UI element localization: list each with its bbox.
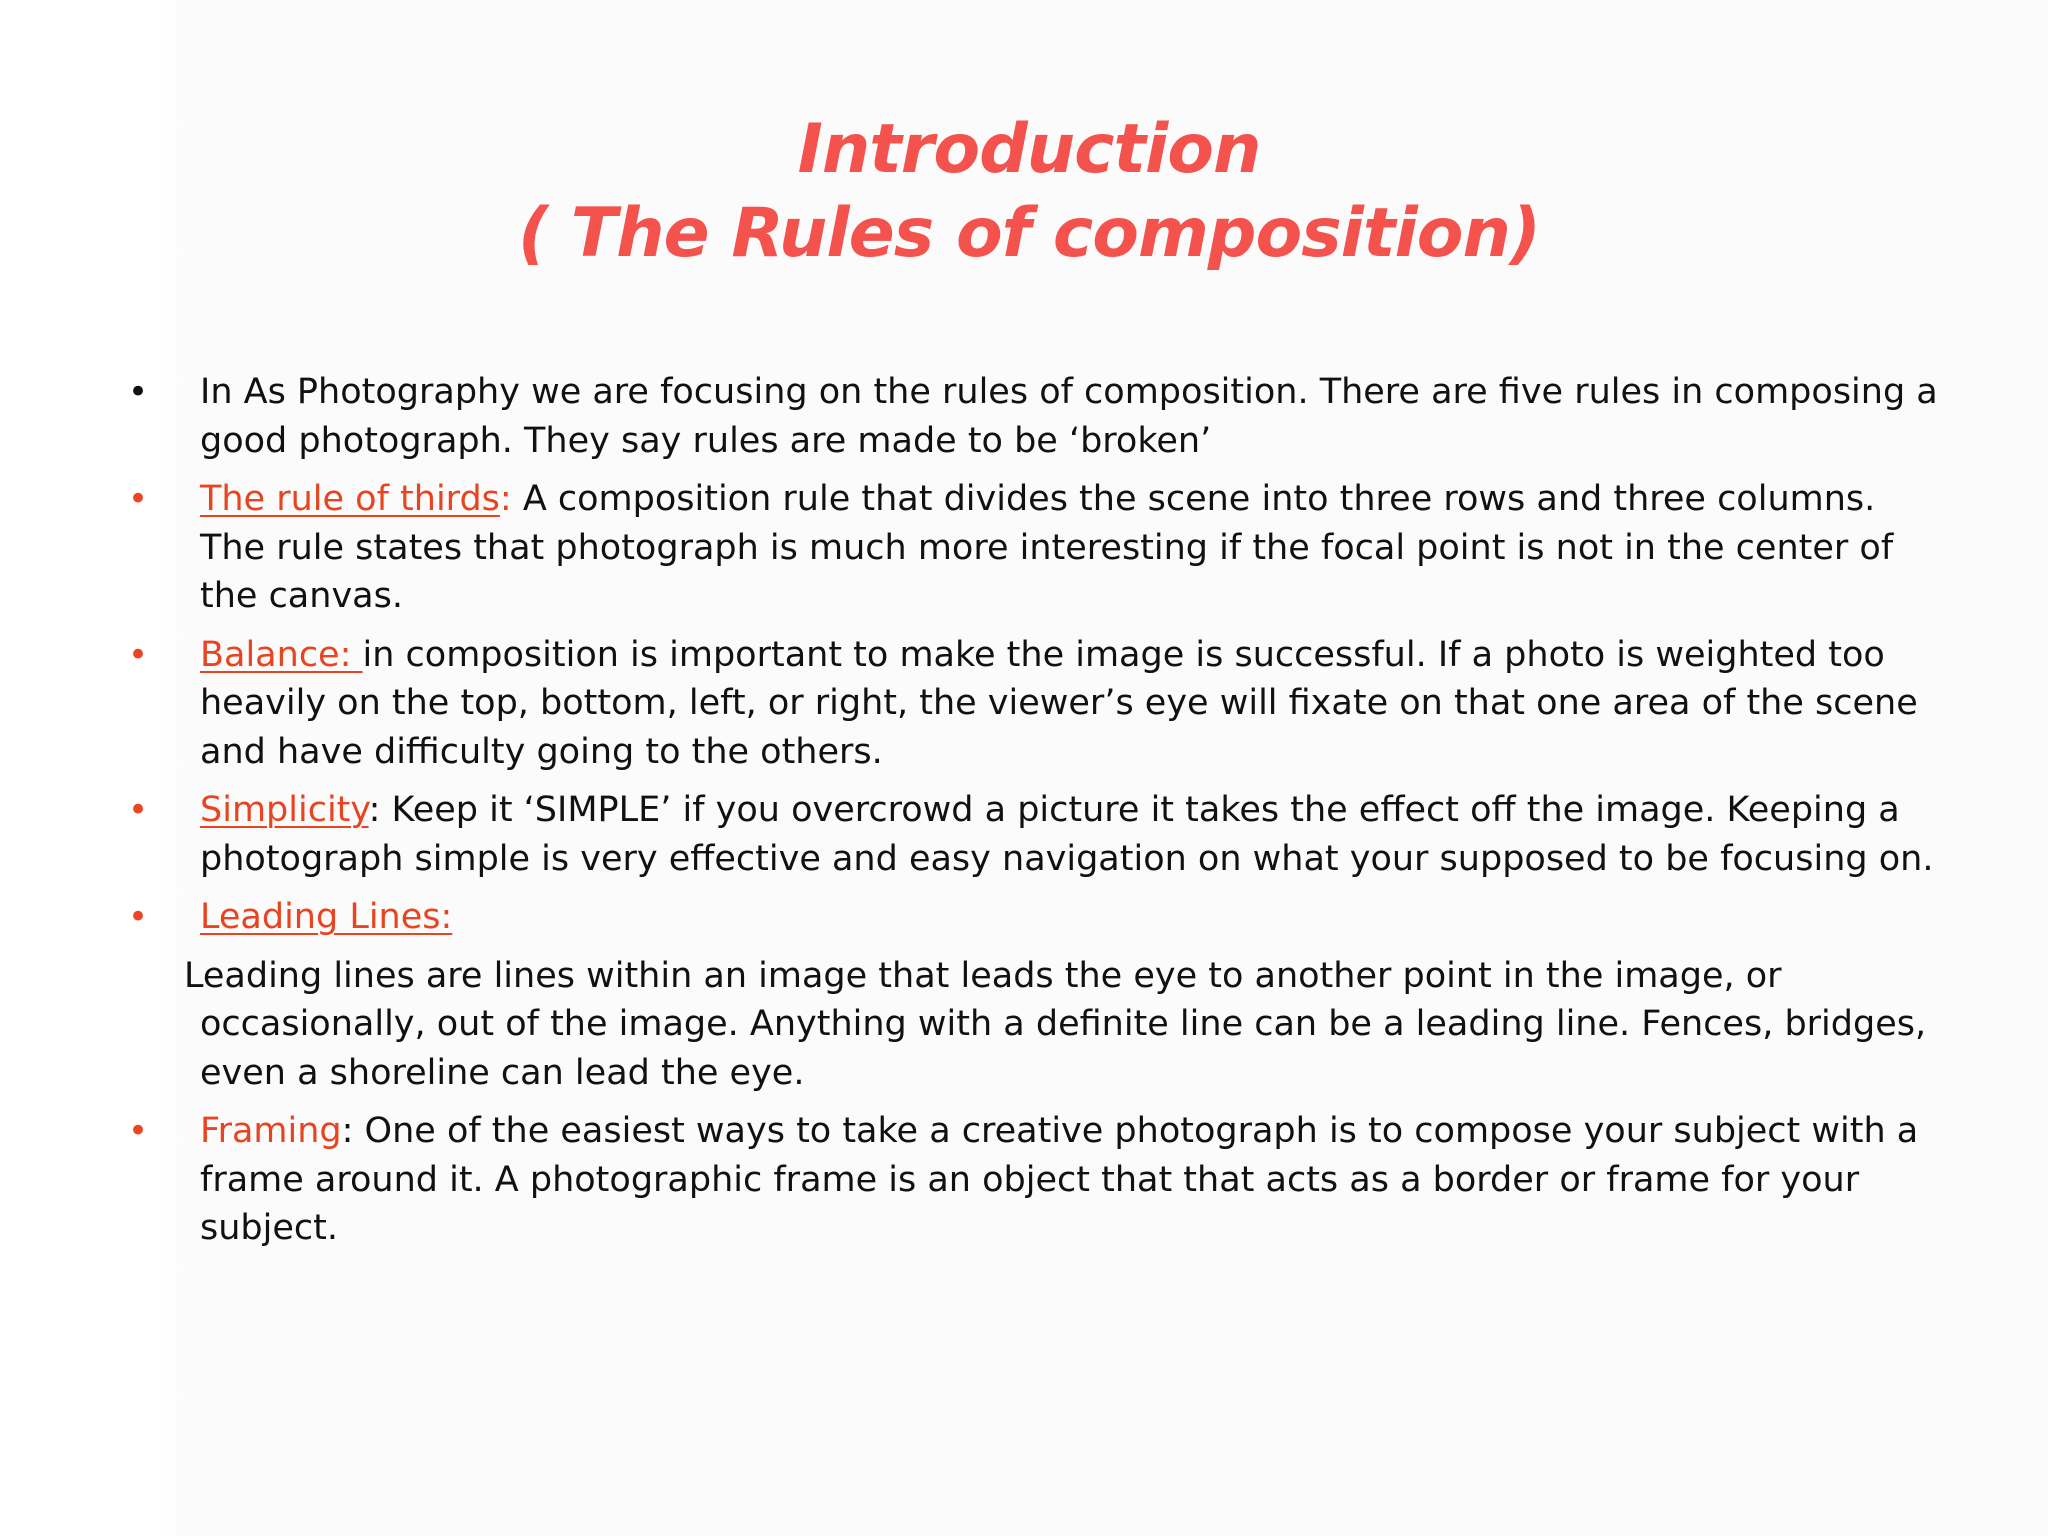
balance-text: in composition is important to make the image is successful. If a photo is weighted too heavily on the top, bottom, left, or right, the viewer’s eye will fixate on that one area of the scene and have difficulty going to the others. — [200, 634, 1918, 772]
simplicity-term: Simplicity — [200, 790, 369, 830]
rule-of-thirds-term: The rule of thirds — [200, 479, 500, 519]
bullet-item-framing — [128, 1107, 1948, 1253]
leading-lines-term: Leading Lines: — [200, 897, 453, 937]
bullet-dot: • — [128, 1111, 149, 1151]
bullet-dot: • — [128, 897, 149, 937]
title-line-1: Introduction — [797, 110, 1261, 189]
intro-text: In As Photography we are focusing on the rules of composition. There are five rules in composing a good photograph. They say rules are made to be ‘broken’ — [200, 372, 1938, 461]
bullet-item-balance — [128, 631, 1948, 777]
rule-of-thirds-text: A composition rule that divides the scene into three rows and three columns. The rule states that photograph is much more interesting if the focal point is not in the center of the canvas. — [200, 479, 1894, 616]
bullet-dot: • — [128, 634, 149, 675]
bullet-dot: • — [128, 372, 149, 412]
balance-term: Balance: — [200, 634, 363, 675]
bullet-item-leading-lines — [128, 893, 1948, 942]
simplicity-text: : Keep it ‘SIMPLE’ if you overcrowd a picture it takes the effect off the image. Keeping a photograph simple is very effective and easy navigation on what your supposed to be focusing on. — [200, 790, 1934, 879]
bullet-dot: • — [128, 479, 149, 519]
bullet-item-simplicity — [128, 786, 1948, 883]
bullet-list — [128, 368, 1948, 1263]
bullet-item-rule-of-thirds — [128, 475, 1948, 621]
framing-text: : One of the easiest ways to take a creative photograph is to compose your subject with a frame around it. A photographic frame is an object that that acts as a border or frame for your subject. — [200, 1111, 1919, 1248]
framing-term: Framing — [200, 1111, 342, 1151]
leading-lines-paragraph: Leading lines are lines within an image that leads the eye to another point in the image, or occasionally, out of the image. Anything with a definite line can be a leading line. Fences, bridges, even a shoreline can lead the eye. — [184, 955, 1927, 1093]
title-line-2: ( The Rules of composition) — [517, 194, 1541, 273]
slide-title — [0, 108, 2048, 276]
bullet-item-intro — [128, 368, 1948, 465]
bullet-dot: • — [128, 790, 149, 830]
rule-of-thirds-colon: : — [499, 479, 512, 519]
